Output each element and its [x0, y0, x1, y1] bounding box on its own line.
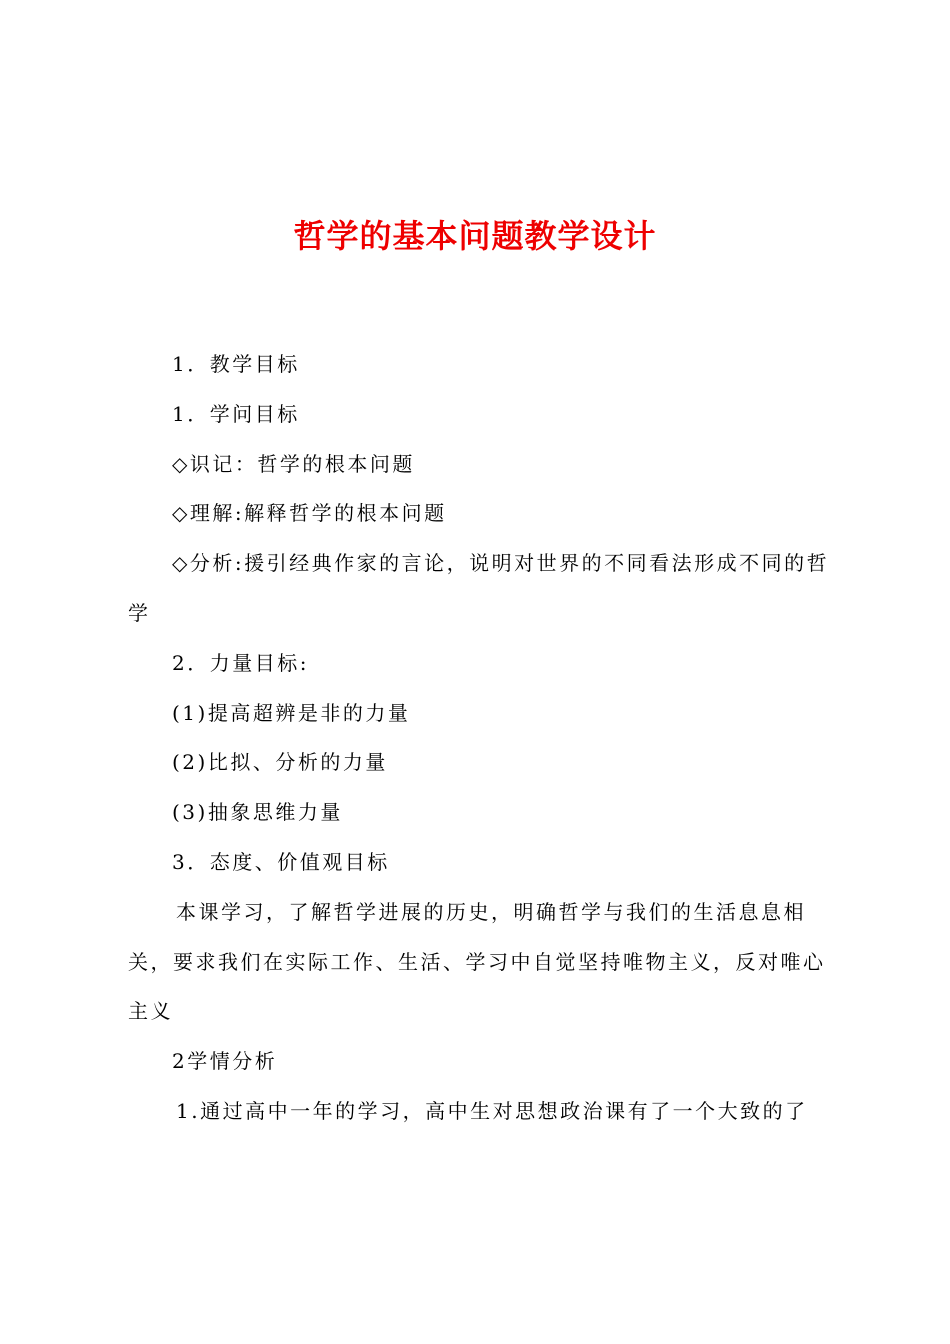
paragraph-learner-analysis: 2学情分析: [172, 1049, 278, 1074]
paragraph-ability-3: (3)抽象思维力量: [172, 800, 343, 825]
paragraph-attitude-goals: 3．态度、价值观目标: [172, 849, 390, 874]
paragraph-lesson-summary: 本课学习，了解哲学进展的历史，明确哲学与我们的生活息息相关，要求我们在实际工作、生活、学习中自觉坚持唯物主义，反对唯心主义: [128, 899, 826, 1024]
paragraph-ability-1: (1)提高超辨是非的力量: [172, 700, 411, 725]
paragraph-understand: ◇理解:解释哲学的根本问题: [172, 501, 447, 526]
paragraph-teaching-goals: 1．教学目标: [172, 352, 300, 376]
paragraph-learner-1: 1.通过高中一年的学习，高中生对思想政治课有了一个大致的了: [176, 1098, 808, 1123]
document-body: [128, 340, 833, 1137]
paragraph-analyze: ◇分析:援引经典作家的言论，说明对世界的不同看法形成不同的哲学: [128, 551, 830, 625]
paragraph-knowledge-goals: 1．学问目标: [172, 401, 300, 426]
paragraph-ability-goals: 2．力量目标:: [172, 650, 309, 675]
paragraph-memorize: ◇识记：哲学的根本问题: [172, 451, 415, 476]
paragraph-ability-2: (2)比拟、分析的力量: [172, 750, 388, 775]
document-title: 哲学的基本问题教学设计: [293, 217, 657, 255]
